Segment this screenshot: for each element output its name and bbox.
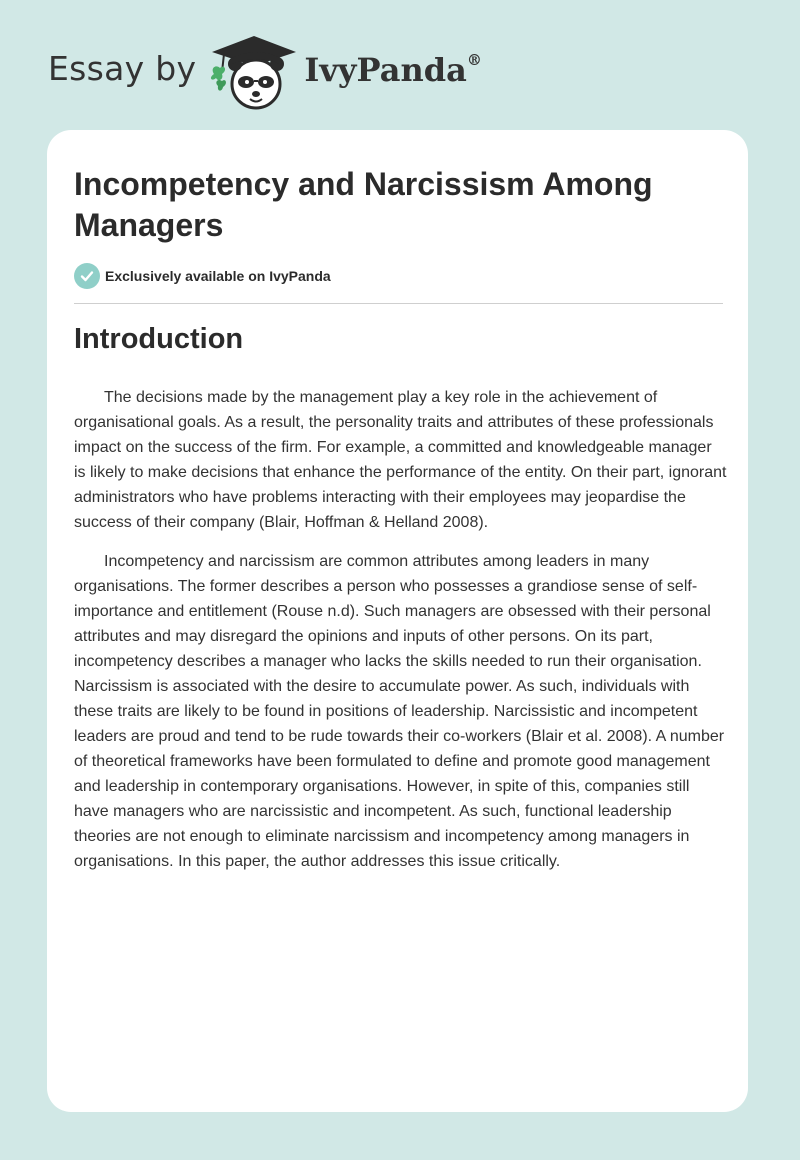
exclusive-label: Exclusively available on IvyPanda [105,268,331,284]
essay-by-label: Essay by [48,48,197,88]
exclusive-badge [74,263,331,289]
site-header [48,32,482,112]
brand-text: IvyPanda [304,51,467,89]
essay-body [74,385,727,888]
section-heading-introduction: Introduction [74,323,244,355]
paragraph: Incompetency and narcissism are common attributes among leaders in many organisations. The former describes a person who possesses a grandiose sense of self-importance and entitlement (Rouse n.d). Such managers are obsessed with their personal attributes and may disregard the opinions and inputs of other persons. On its part, incompetency describes a manager who lacks the skills needed to run their organisation. Narcissism is associated with the desire to accumulate power. As such, individuals with these traits are likely to be found in positions of leadership. Narcissistic and incompetent leaders are proud and tend to be rude towards their co-workers (Blair et al. 2008). A number of theoretical frameworks have been formulated to define and promote good management and leadership in contemporary organisations. However, in spite of this, companies still have managers who are narcissistic and incompetent. As such, functional leadership theories are not enough to eliminate narcissism and incompetency among managers in organisations. In this paper, the author addresses this issue critically. [74,553,725,870]
registered-mark: ® [466,51,482,70]
paragraph: The decisions made by the management play a key role in the achievement of organisational goals. As a result, the personality traits and attributes of these professionals impact on the success of the firm. For example, a committed and knowledgeable manager is likely to make decisions that enhance the performance of the entity. On their part, ignorant administrators who have problems interacting with their employees may jeopardise the success of their company (Blair, Hoffman & Helland 2008). [74,389,727,531]
essay-title: Incompetency and Narcissism Among Managers [74,166,653,243]
checkmark-icon [74,263,100,289]
essay-card [47,130,748,1112]
divider [74,303,723,304]
panda-logo-icon[interactable] [208,32,300,112]
brand-name [304,51,481,89]
